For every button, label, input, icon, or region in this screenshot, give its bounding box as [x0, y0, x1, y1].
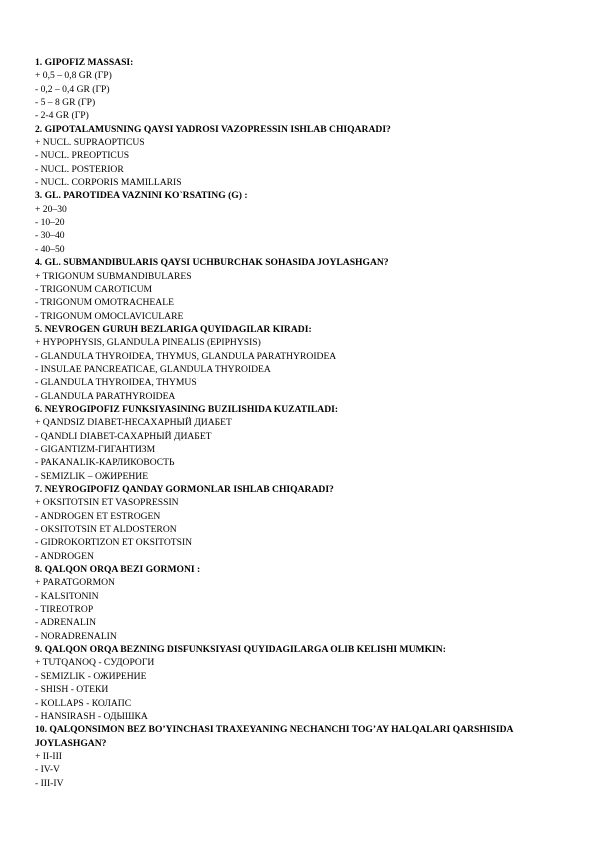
document-page — [35, 56, 565, 790]
question-9 — [35, 643, 565, 723]
question-5 — [35, 323, 565, 403]
question-title: 9. QALQON ORQA BEZNING DISFUNKSIYASI QUYIDAGILARGA OLIB KELISHI MUMKIN: — [35, 644, 446, 656]
answer-option: - TRIGONUM OMOTRACHEALE — [35, 297, 174, 309]
answer-option: - 5 – 8 GR (ГР) — [35, 97, 96, 109]
question-title: 8. QALQON ORQA BEZI GORMONI : — [35, 564, 201, 576]
question-10 — [35, 723, 565, 790]
answer-option: - GIGANTIZM-ГИГАНТИЗМ — [35, 443, 156, 455]
answer-option: - III-IV — [35, 777, 64, 789]
answer-option: - NORADRENALIN — [35, 630, 117, 642]
question-title: 10. QALQONSIMON BEZ BO’YINCHASI TRAXEYANING NECHANCHI TOG’AY HALQALARI QARSHISIDA JOYLASHGAN? — [35, 724, 513, 749]
answer-option: - NUCL. CORPORIS MAMILLARIS — [35, 177, 182, 189]
answer-option: + NUCL. SUPRAOPTICUS — [35, 137, 145, 149]
question-title: 4. GL. SUBMANDIBULARIS QAYSI UCHBURCHAK SOHASIDA JOYLASHGAN? — [35, 257, 389, 269]
question-6 — [35, 403, 565, 483]
answer-option: - QANDLI DIABET-САХАРНЫЙ ДИАБЕТ — [35, 430, 212, 442]
answer-option: - TRIGONUM OMOCLAVICULARE — [35, 310, 184, 322]
question-1 — [35, 56, 565, 123]
answer-option: - TIREOTROP — [35, 604, 94, 616]
answer-option: - PAKANALIK-КАРЛИКОВОСТЬ — [35, 457, 175, 469]
question-title: 2. GIPOTALAMUSNING QAYSI YADROSI VAZOPRESSIN ISHLAB CHIQARADI? — [35, 123, 391, 135]
answer-option: - IV-V — [35, 764, 60, 776]
answer-option: - GLANDULA THYROIDEA, THYMUS, GLANDULA PARATHYROIDEA — [35, 350, 337, 362]
question-2 — [35, 123, 565, 190]
answer-option: + OKSITOTSIN ET VASOPRESSIN — [35, 497, 179, 509]
question-7 — [35, 483, 565, 563]
question-title: 6. NEYROGIPOFIZ FUNKSIYASINING BUZILISHIDA KUZATILADI: — [35, 403, 339, 415]
question-title: 7. NEYROGIPOFIZ QANDAY GORMONLAR ISHLAB CHIQARADI? — [35, 484, 334, 495]
answer-option: - HANSIRASH - ОДЫШКА — [35, 710, 148, 722]
answer-option: - ANDROGEN ET ESTROGEN — [35, 510, 161, 522]
answer-option: - NUCL. POSTERIOR — [35, 163, 124, 175]
answer-option: - KOLLAPS - КОЛАПС — [35, 697, 132, 709]
question-title: 3. GL. PAROTIDEA VAZNINI KO`RSATING (G) : — [35, 190, 248, 202]
answer-option: + TRIGONUM SUBMANDIBULARES — [35, 270, 192, 282]
answer-option: - GLANDULA PARATHYROIDEA — [35, 390, 176, 402]
answer-option: + QANDSIZ DIABET-НЕСАХАРНЫЙ ДИАБЕТ — [35, 417, 232, 429]
answer-option: - 2-4 GR (ГР) — [35, 110, 89, 122]
answer-option: - ANDROGEN — [35, 550, 94, 562]
answer-option: - SHISH - ОТЕКИ — [35, 684, 109, 696]
answer-option: - GLANDULA THYROIDEA, THYMUS — [35, 377, 197, 389]
answer-option: + II-III — [35, 750, 62, 762]
question-title: 5. NEVROGEN GURUH BEZLARIGA QUYIDAGILAR KIRADI: — [35, 323, 312, 335]
answer-option: + 20–30 — [35, 203, 67, 215]
answer-option: - INSULAE PANCREATICAE, GLANDULA THYROIDEA — [35, 363, 271, 375]
answer-option: - NUCL. PREOPTICUS — [35, 150, 130, 162]
answer-option: + HYPOPHYSIS, GLANDULA PINEALIS (EPIPHYSIS) — [35, 337, 261, 349]
answer-option: - OKSITOTSIN ET ALDOSTERON — [35, 524, 177, 536]
answer-option: - ADRENALIN — [35, 617, 97, 629]
question-8 — [35, 563, 565, 643]
answer-option: - SEMIZLIK – ОЖИРЕНИЕ — [35, 470, 149, 482]
question-title: 1. GIPOFIZ MASSASI: — [35, 57, 134, 68]
answer-option: - 0,2 – 0,4 GR (ГР) — [35, 83, 110, 95]
answer-option: + PARATGORMON — [35, 577, 115, 589]
answer-option: - SEMIZLIK - ОЖИРЕНИЕ — [35, 670, 147, 682]
answer-option: - KALSITONIN — [35, 590, 99, 602]
answer-option: - TRIGONUM CAROTICUM — [35, 283, 153, 295]
answer-option: - 40–50 — [35, 243, 65, 255]
question-4 — [35, 256, 565, 323]
question-3 — [35, 189, 565, 256]
answer-option: + 0,5 – 0,8 GR (ГР) — [35, 70, 112, 82]
answer-option: + TUTQANOQ - СУДОРОГИ — [35, 657, 155, 669]
answer-option: - 10–20 — [35, 217, 65, 229]
answer-option: - 30–40 — [35, 230, 65, 242]
answer-option: - GIDROKORTIZON ET OKSITOTSIN — [35, 537, 193, 549]
